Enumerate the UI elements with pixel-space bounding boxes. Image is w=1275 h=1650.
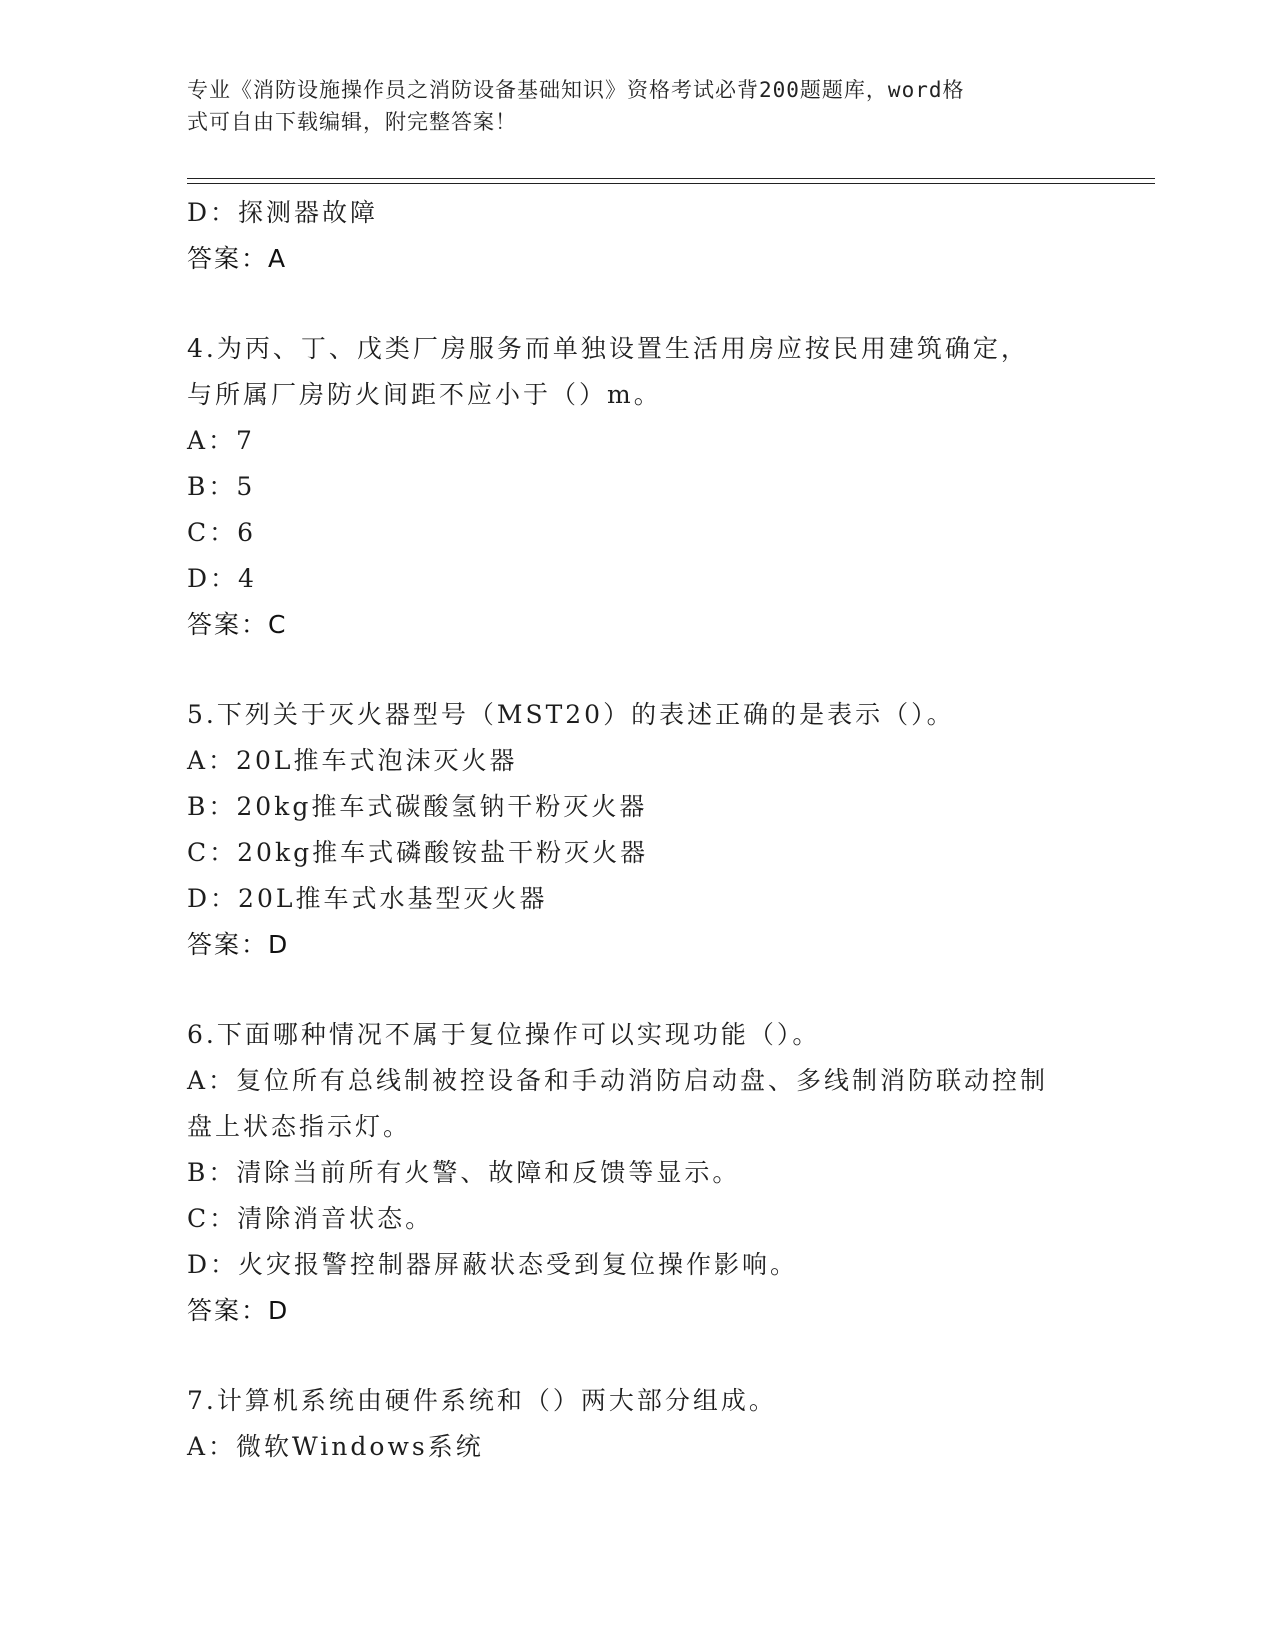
option-a: A：微软Windows系统 xyxy=(187,1432,484,1461)
header-line-2: 式可自由下载编辑，附完整答案！ xyxy=(187,110,517,134)
answer-line: 答案：D xyxy=(187,930,290,959)
option-c: C：6 xyxy=(187,518,257,547)
option-a: A：7 xyxy=(187,426,255,455)
document-body xyxy=(187,190,1087,1470)
option-a: A：20L推车式泡沫灭火器 xyxy=(187,746,518,775)
answer-line: 答案：D xyxy=(187,1296,290,1325)
option-d: D：4 xyxy=(187,564,257,593)
answer-line: 答案：A xyxy=(187,244,288,273)
option-a: A：复位所有总线制被控设备和手动消防启动盘、多线制消防联动控制 xyxy=(187,1066,1049,1095)
question-block-6 xyxy=(187,1012,1087,1334)
answer-line: 答案：C xyxy=(187,610,288,639)
option-c: C：20kg推车式磷酸铵盐干粉灭火器 xyxy=(187,838,649,867)
option-b: B：20kg推车式碳酸氢钠干粉灭火器 xyxy=(187,792,648,821)
header-divider-bottom xyxy=(187,183,1155,184)
question-text: 6.下面哪种情况不属于复位操作可以实现功能（）。 xyxy=(187,1020,821,1049)
option-a-continued: 盘上状态指示灯。 xyxy=(187,1112,412,1141)
option-b: B：清除当前所有火警、故障和反馈等显示。 xyxy=(187,1158,741,1187)
option-d: D：探测器故障 xyxy=(187,198,379,227)
question-block-7 xyxy=(187,1378,1087,1470)
option-d: D：20L推车式水基型灭火器 xyxy=(187,884,548,913)
option-c: C：清除消音状态。 xyxy=(187,1204,434,1233)
question-text-continued: 与所属厂房防火间距不应小于（）m。 xyxy=(187,380,662,409)
question-text: 4.为丙、丁、戊类厂房服务而单独设置生活用房应按民用建筑确定， xyxy=(187,334,1029,363)
question-text: 7.计算机系统由硬件系统和（）两大部分组成。 xyxy=(187,1386,777,1415)
question-text: 5.下列关于灭火器型号（MST20）的表述正确的是表示（）。 xyxy=(187,700,955,729)
question-block-5 xyxy=(187,692,1087,968)
header-divider-top xyxy=(187,178,1155,179)
question-block-4 xyxy=(187,326,1087,648)
header-line-1: 专业《消防设施操作员之消防设备基础知识》资格考试必背200题题库，word格 xyxy=(187,78,965,102)
option-b: B：5 xyxy=(187,472,256,501)
option-d: D：火灾报警控制器屏蔽状态受到复位操作影响。 xyxy=(187,1250,799,1279)
document-header xyxy=(187,74,1067,138)
